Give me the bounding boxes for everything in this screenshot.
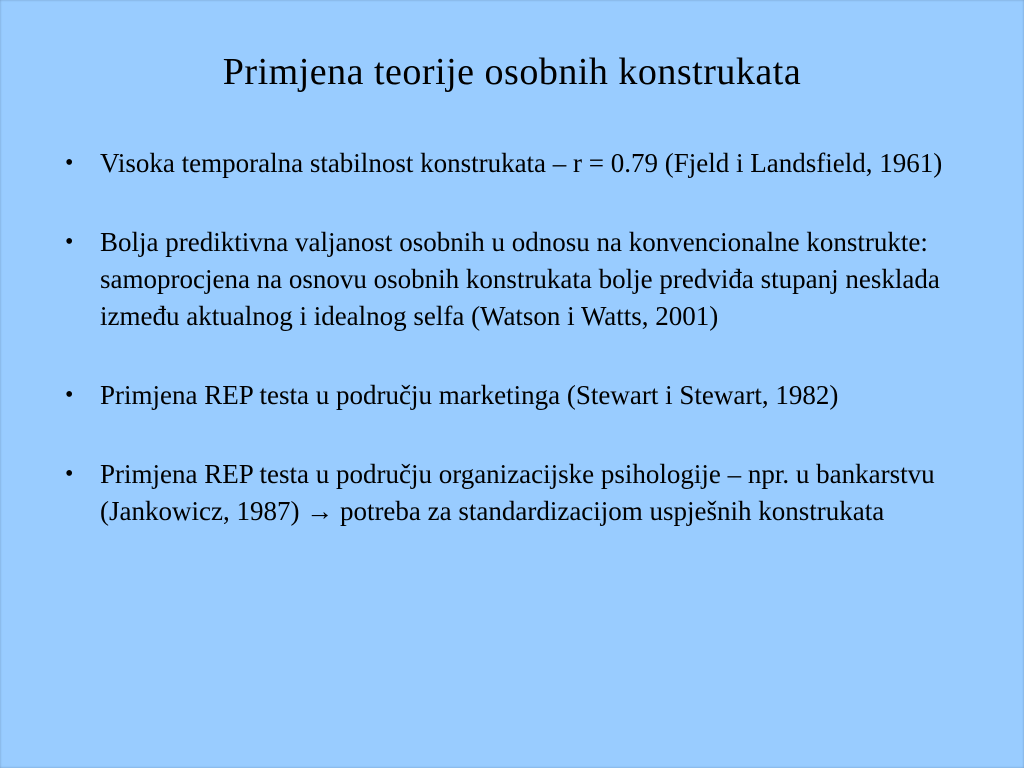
bullet-item xyxy=(65,456,960,530)
bullet-text: Primjena REP testa u području marketinga (Stewart i Stewart, 1982) xyxy=(100,380,839,410)
bullet-text: Bolja prediktivna valjanost osobnih u odnosu na konvencionalne konstrukte: samoprocjena na osnovu osobnih konstrukata bolje predviđa stupanj nesklada između aktualnog i idealnog selfa (Watson i Watts, 2001) xyxy=(100,227,940,331)
bullet-icon: • xyxy=(65,229,74,255)
bullet-icon: • xyxy=(65,150,74,176)
bullet-text: Visoka temporalna stabilnost konstrukata – r = 0.79 (Fjeld i Landsfield, 1961) xyxy=(100,148,943,178)
bullet-icon: • xyxy=(65,382,74,408)
bullet-item xyxy=(65,145,960,182)
bullet-text: Primjena REP testa u području organizacijske psihologije – npr. u bankarstvu (Jankowicz, 1987) → potreba za standardizacijom uspješnih konstrukata xyxy=(100,459,935,526)
bullet-item xyxy=(65,224,960,335)
slide-title: Primjena teorije osobnih konstrukata xyxy=(222,51,802,93)
bullet-item xyxy=(65,377,960,414)
bullet-icon: • xyxy=(65,461,74,487)
bullet-list xyxy=(65,145,960,572)
